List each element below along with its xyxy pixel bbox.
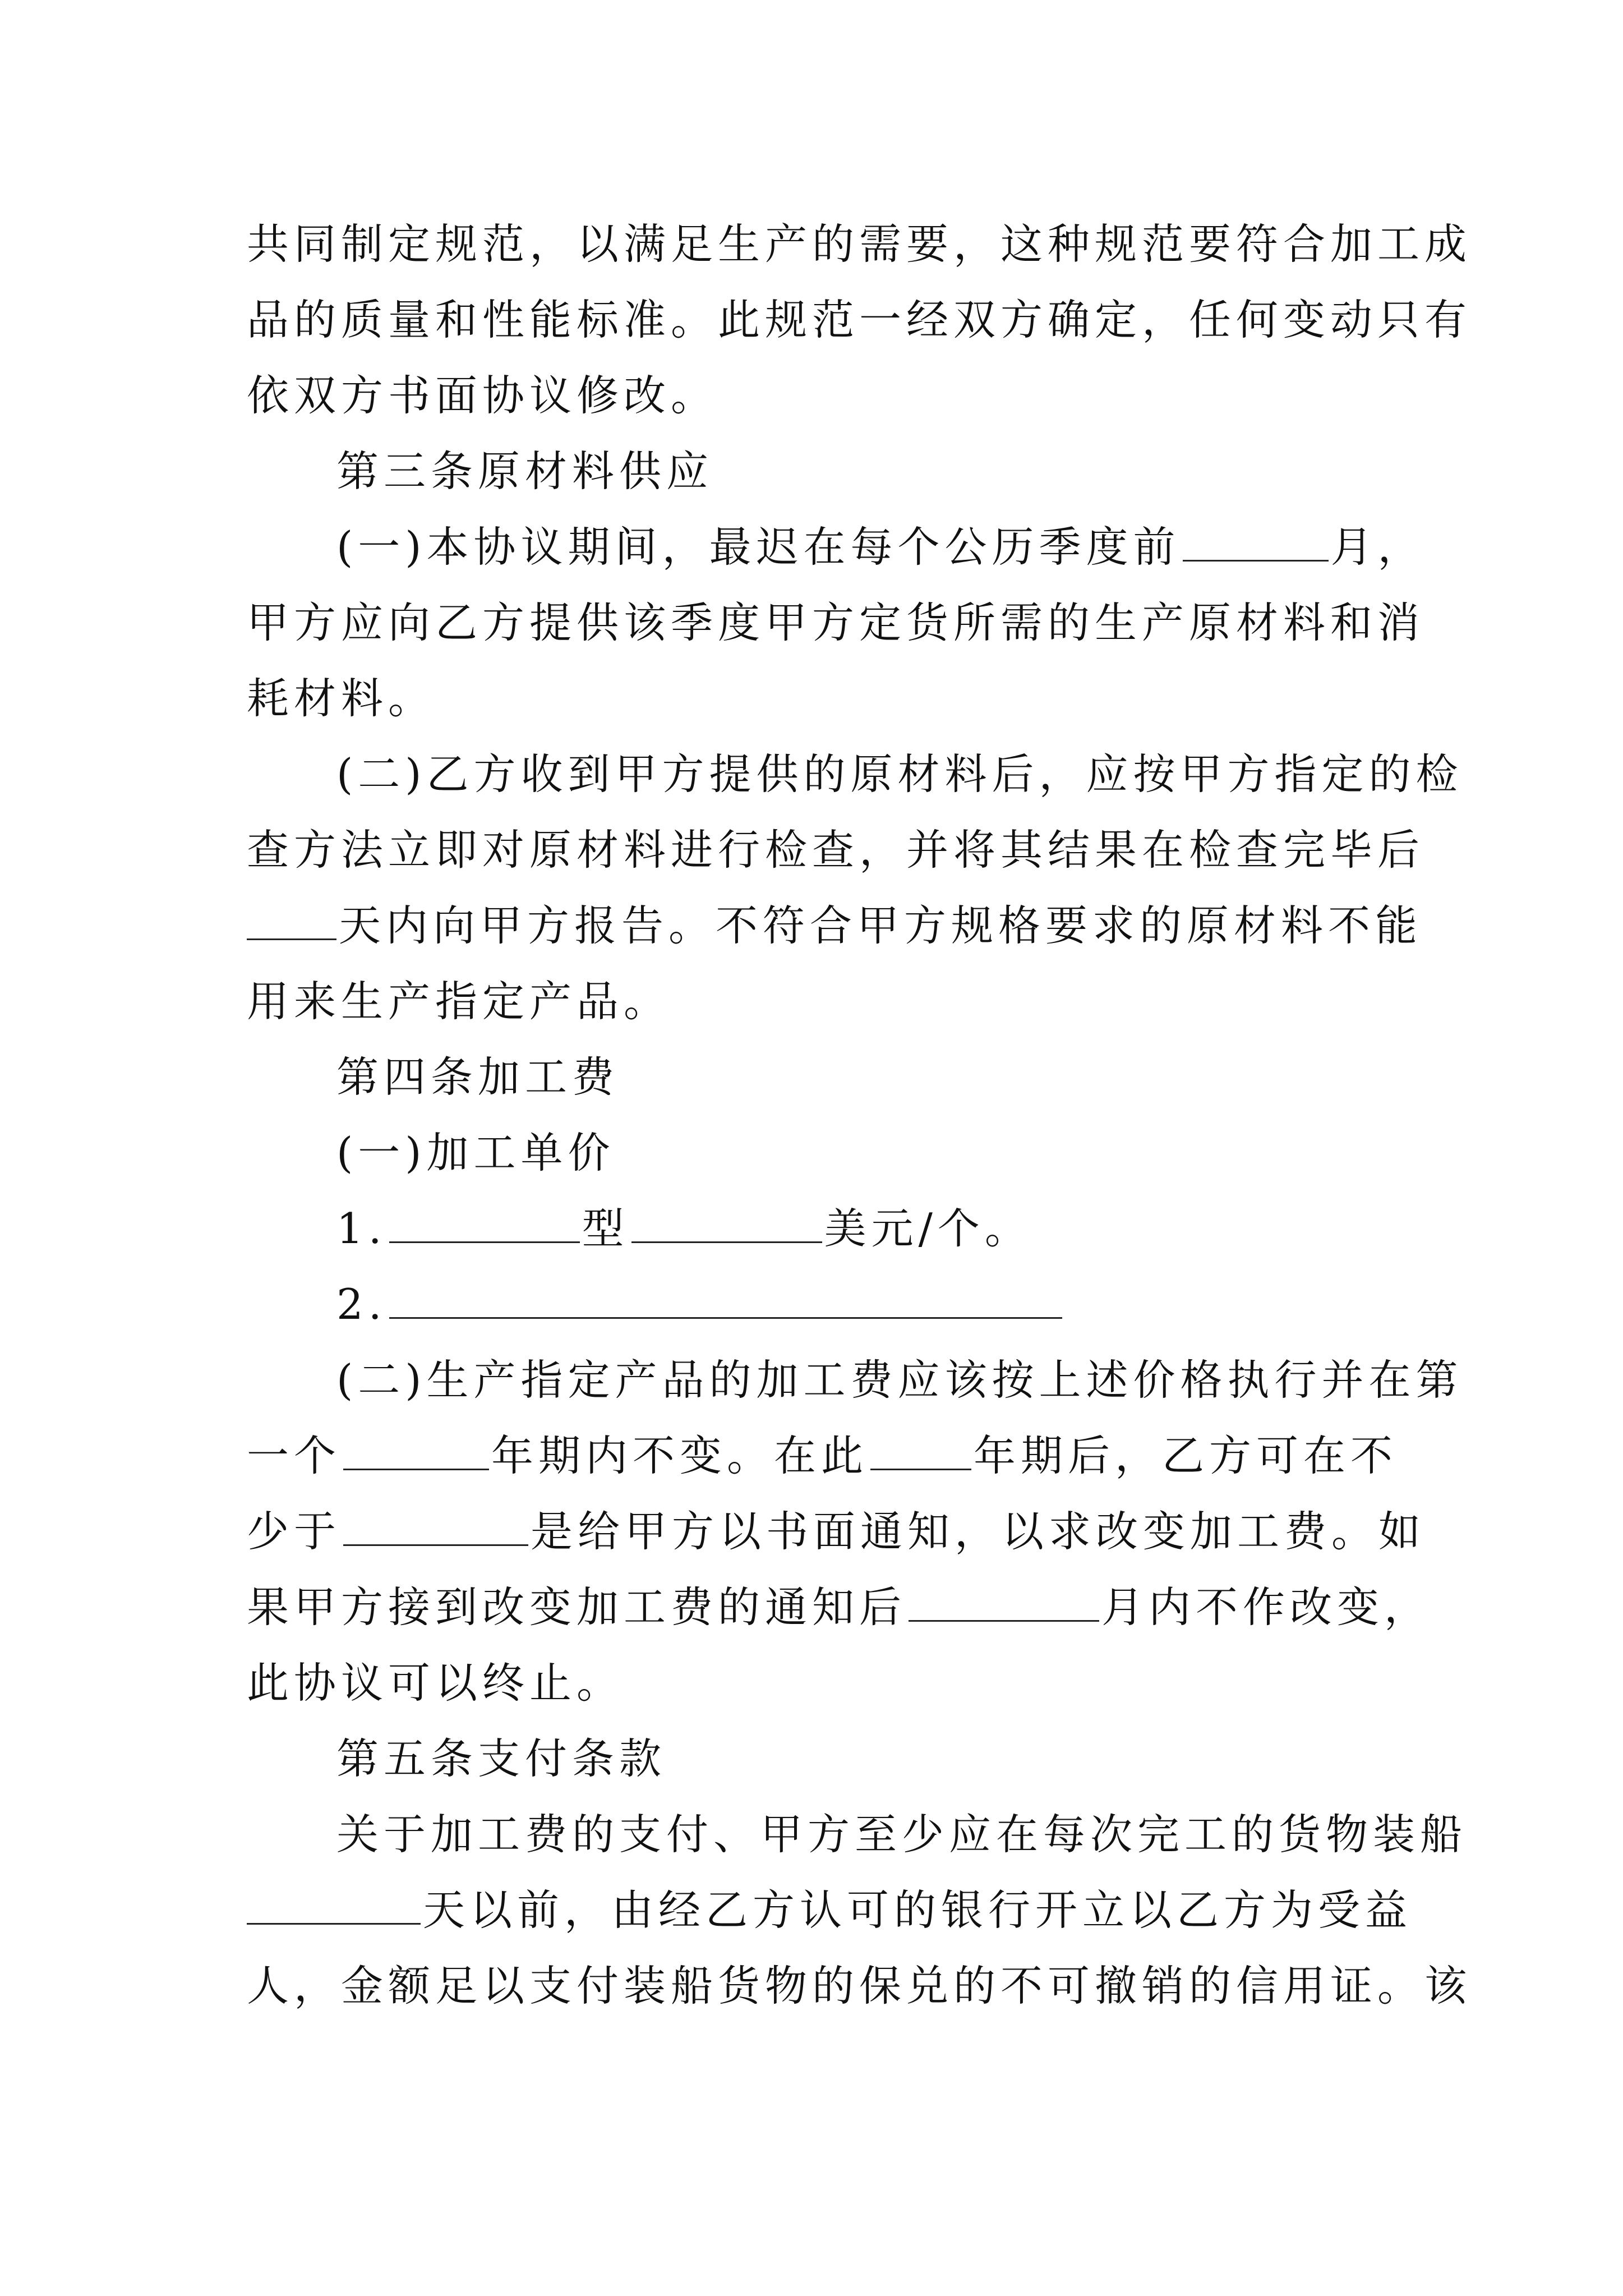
- blank-field: [343, 1507, 528, 1546]
- paragraph-line: 此协议可以终止。: [247, 1658, 624, 1708]
- blank-field: [247, 1886, 421, 1925]
- text-segment: 果甲方接到改变加工费的通知后: [247, 1582, 907, 1632]
- paragraph-line: 品的质量和性能标准。此规范一经双方确定，任何变动只有: [247, 295, 1472, 344]
- article-3-clause-1-line: [336, 519, 1425, 575]
- paragraph-line: 甲方应向乙方提供该季度甲方定货所需的生产原材料和消: [247, 598, 1425, 647]
- blank-field: [909, 1583, 1099, 1622]
- article-3-clause-2-line: (二)乙方收到甲方提供的原材料后，应按甲方指定的检: [336, 749, 1463, 799]
- paragraph-line: [247, 1882, 1413, 1938]
- item-number: 2.: [336, 1280, 387, 1329]
- article-5-line: 关于加工费的支付、甲方至少应在每次完工的货物装船: [336, 1810, 1468, 1859]
- paragraph-line: 共同制定规范，以满足生产的需要，这种规范要符合加工成: [247, 219, 1472, 269]
- text-segment: 少于: [247, 1507, 342, 1556]
- text-segment: 年期后，乙方可在不: [974, 1431, 1398, 1480]
- blank-field: [247, 901, 336, 940]
- paragraph-line: [247, 1579, 1432, 1635]
- paragraph-line: 耗材料。: [247, 674, 436, 723]
- paragraph-line: 人，金额足以支付装船货物的保兑的不可撤销的信用证。该: [247, 1961, 1472, 2010]
- blank-field: [389, 1204, 580, 1243]
- blank-field: [631, 1204, 822, 1243]
- paragraph-line: 用来生产指定产品。: [247, 977, 671, 1026]
- article-3-heading: 第三条原材料供应: [336, 447, 714, 496]
- article-4-heading: 第四条加工费: [336, 1052, 620, 1102]
- article-4-clause-1-heading: (一)加工单价: [336, 1128, 615, 1177]
- text-segment: 美元/个。: [824, 1204, 1032, 1253]
- blank-field: [343, 1432, 489, 1470]
- article-5-heading: 第五条支付条款: [336, 1734, 667, 1783]
- text-segment: (一)本协议期间，最迟在每个公历季度前: [336, 522, 1181, 572]
- paragraph-line: 查方法立即对原材料进行检查，并将其结果在检查完毕后: [247, 825, 1425, 875]
- text-segment: 一个: [247, 1431, 342, 1480]
- text-segment: 是给甲方以书面通知，以求改变加工费。如: [531, 1507, 1426, 1556]
- text-segment: 月内不作改变，: [1101, 1582, 1432, 1632]
- text-segment: 月，: [1330, 522, 1425, 572]
- text-segment: 年期内不变。在此: [491, 1431, 869, 1480]
- paragraph-line: [247, 1503, 1426, 1559]
- text-segment: 天内向甲方报告。不符合甲方规格要求的原材料不能: [339, 901, 1423, 950]
- blank-field: [1183, 523, 1329, 562]
- paragraph-line: 依双方书面协议修改。: [247, 371, 718, 420]
- article-4-clause-2-line: (二)生产指定产品的加工费应该按上述价格执行并在第: [336, 1355, 1463, 1405]
- paragraph-line: [247, 1428, 1398, 1484]
- blank-field: [389, 1280, 1062, 1319]
- blank-field: [870, 1432, 971, 1470]
- price-item-2: [336, 1276, 1391, 1332]
- item-number: 1.: [336, 1204, 387, 1253]
- price-item-1: [336, 1200, 1391, 1257]
- text-segment: 天以前，由经乙方认可的银行开立以乙方为受益: [423, 1885, 1413, 1935]
- paragraph-line: [247, 898, 1423, 954]
- text-segment: 型: [582, 1204, 629, 1253]
